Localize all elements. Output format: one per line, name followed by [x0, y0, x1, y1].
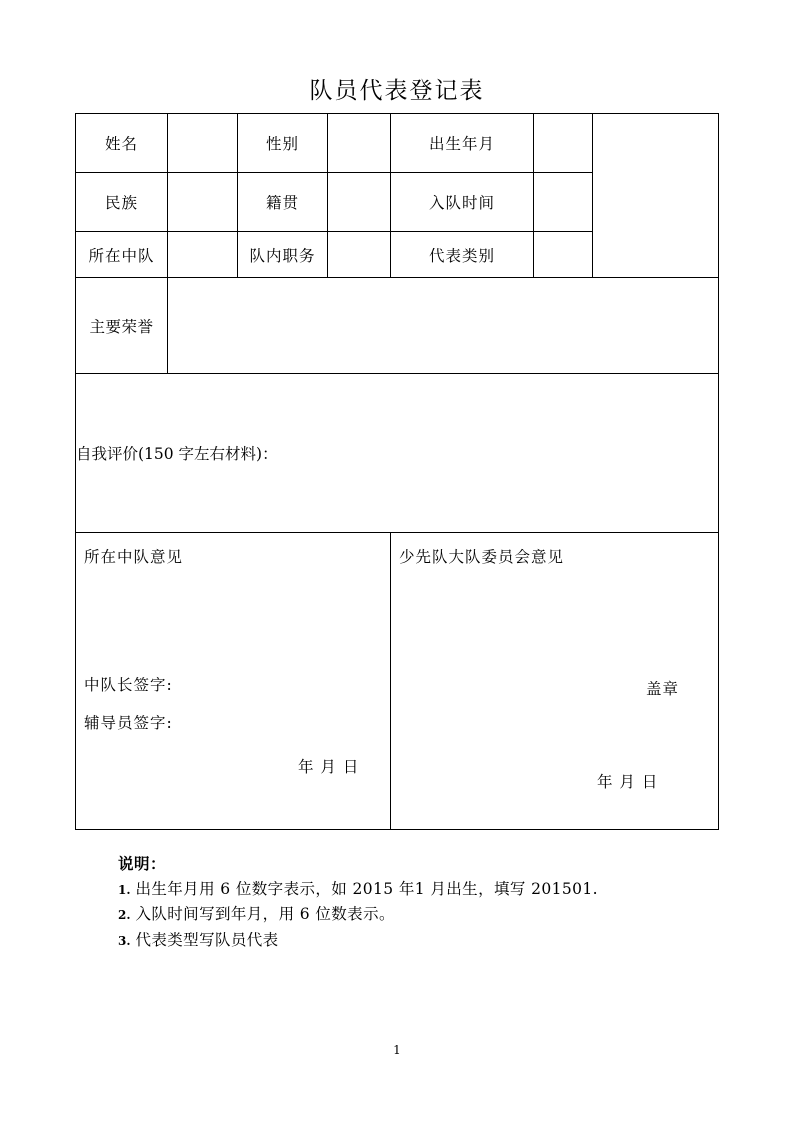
- field-label-position: 队内职务: [238, 232, 328, 278]
- photo-cell[interactable]: [593, 114, 719, 278]
- list-item: [118, 904, 738, 924]
- table-row: [76, 114, 719, 173]
- field-value-ethnicity[interactable]: [168, 173, 238, 232]
- field-label-hometown: 籍贯: [238, 173, 328, 232]
- opinion-squad-title: 所在中队意见: [84, 548, 184, 566]
- notes-section: [118, 852, 738, 950]
- signature-instructor-label: 辅导员签字:: [84, 714, 173, 732]
- note-number: 3.: [118, 933, 131, 948]
- field-value-squad[interactable]: [168, 232, 238, 278]
- opinion-brigade-inner: [391, 533, 718, 829]
- field-label-join-date: 入队时间: [391, 173, 534, 232]
- field-value-position[interactable]: [328, 232, 391, 278]
- field-label-name: 姓名: [76, 114, 168, 173]
- opinion-cell-squad[interactable]: [76, 533, 391, 830]
- field-label-squad: 所在中队: [76, 232, 168, 278]
- opinion-squad-inner: [76, 533, 390, 829]
- field-label-self-evaluation: 自我评价(150 字左右材料)：: [76, 445, 278, 463]
- notes-heading: 说明：: [118, 854, 167, 873]
- field-label-ethnicity: 民族: [76, 173, 168, 232]
- note-text: 代表类型写队员代表: [135, 930, 279, 949]
- list-item: [118, 879, 738, 899]
- note-number: 2.: [118, 908, 131, 923]
- field-value-name[interactable]: [168, 114, 238, 173]
- seal-label: 盖章: [646, 680, 680, 698]
- field-value-hometown[interactable]: [328, 173, 391, 232]
- note-text: 入队时间写到年月，用 6 位数表示。: [135, 905, 395, 924]
- registration-form-table: [75, 113, 719, 830]
- date-line-squad: 年 月 日: [298, 758, 360, 776]
- date-line-brigade: 年 月 日: [597, 773, 659, 791]
- table-row: [76, 278, 719, 374]
- page-number: 1: [393, 1043, 401, 1057]
- field-value-gender[interactable]: [328, 114, 391, 173]
- note-text: 出生年月用 6 位数字表示，如 2015 年1 月出生，填写 201501.: [135, 880, 598, 898]
- field-value-rep-type[interactable]: [534, 232, 593, 278]
- opinion-cell-brigade[interactable]: [391, 533, 719, 830]
- field-self-evaluation[interactable]: [76, 374, 719, 533]
- note-number: 1.: [118, 883, 131, 897]
- field-value-birthdate[interactable]: [534, 114, 593, 173]
- page-title: 队员代表登记表: [309, 78, 485, 104]
- field-value-join-date[interactable]: [534, 173, 593, 232]
- field-label-gender: 性别: [238, 114, 328, 173]
- field-label-birthdate: 出生年月: [391, 114, 534, 173]
- field-label-rep-type: 代表类别: [391, 232, 534, 278]
- signature-squad-leader-label: 中队长签字:: [84, 676, 173, 694]
- table-row: [76, 533, 719, 830]
- field-value-honors[interactable]: [168, 278, 719, 374]
- list-item: [118, 930, 738, 950]
- opinion-brigade-title: 少先队大队委员会意见: [399, 548, 565, 566]
- field-label-honors: 主要荣誉: [76, 278, 168, 374]
- table-row: [76, 374, 719, 533]
